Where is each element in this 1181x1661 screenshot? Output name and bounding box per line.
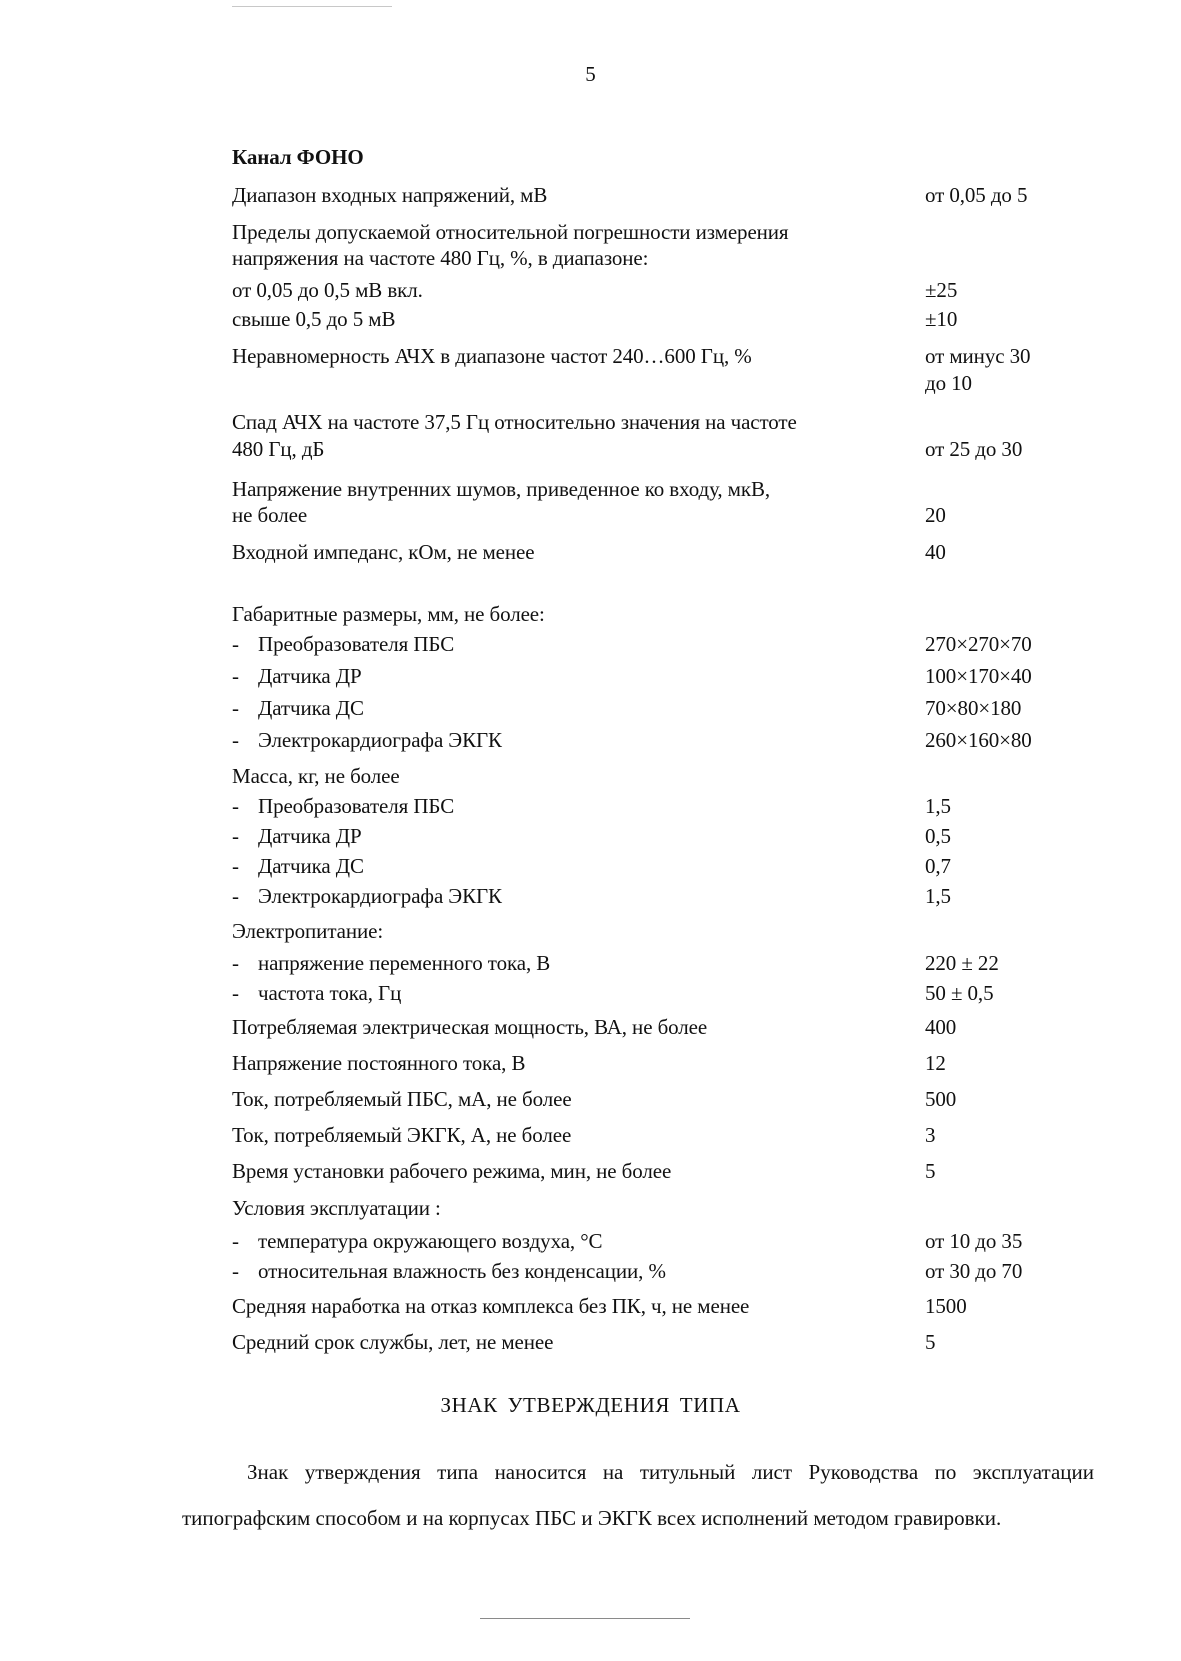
- spec-label: Неравномерность АЧХ в диапазоне частот 240…600 Гц, %: [232, 344, 752, 368]
- spec-value: 5: [925, 1159, 936, 1183]
- spec-label: от 0,05 до 0,5 мВ вкл.: [232, 278, 423, 302]
- list-dash: -: [232, 854, 239, 878]
- spec-value: 1,5: [925, 884, 951, 908]
- spec-value: 0,5: [925, 824, 951, 848]
- spec-value: 12: [925, 1051, 946, 1075]
- operating-conditions-title: Условия эксплуатации :: [232, 1196, 441, 1220]
- spec-label: частота тока, Гц: [258, 981, 402, 1005]
- spec-value: до 10: [925, 371, 972, 395]
- spec-value: 100×170×40: [925, 664, 1032, 688]
- list-dash: -: [232, 1259, 239, 1283]
- list-dash: -: [232, 728, 239, 752]
- spec-value: 0,7: [925, 854, 951, 878]
- page-number: 5: [585, 62, 596, 86]
- spec-label: свыше 0,5 до 5 мВ: [232, 307, 396, 331]
- spec-value: ±25: [925, 278, 958, 302]
- spec-label: Диапазон входных напряжений, мВ: [232, 183, 548, 207]
- spec-label: 480 Гц, дБ: [232, 437, 325, 461]
- spec-label: Время установки рабочего режима, мин, не более: [232, 1159, 672, 1183]
- spec-value: от 10 до 35: [925, 1229, 1023, 1253]
- spec-value: 500: [925, 1087, 957, 1111]
- mass-title: Масса, кг, не более: [232, 764, 400, 788]
- spec-label: Пределы допускаемой относительной погрешности измерения: [232, 220, 789, 244]
- type-approval-paragraph-line2: типографским способом и на корпусах ПБС и ЭКГК всех исполнений методом гравировки.: [182, 1506, 1002, 1530]
- spec-value: от 25 до 30: [925, 437, 1023, 461]
- spec-value: 270×270×70: [925, 632, 1032, 656]
- list-dash: -: [232, 696, 239, 720]
- list-dash: -: [232, 951, 239, 975]
- spec-value: 20: [925, 503, 946, 527]
- spec-value: 220 ± 22: [925, 951, 999, 975]
- spec-label: Входной импеданс, кОм, не менее: [232, 540, 535, 564]
- spec-label: Напряжение внутренних шумов, приведенное ко входу, мкВ,: [232, 477, 771, 501]
- scan-artifact-bottom: [480, 1618, 690, 1619]
- type-approval-heading: ЗНАК УТВЕРЖДЕНИЯ ТИПА: [440, 1393, 741, 1417]
- spec-value: 70×80×180: [925, 696, 1022, 720]
- spec-value: 1500: [925, 1294, 967, 1318]
- list-dash: -: [232, 981, 239, 1005]
- spec-label: Преобразователя ПБС: [258, 794, 455, 818]
- spec-value: от 30 до 70: [925, 1259, 1023, 1283]
- spec-label: Электрокардиографа ЭКГК: [258, 884, 502, 908]
- spec-label: Датчика ДС: [258, 696, 364, 720]
- spec-value: 400: [925, 1015, 957, 1039]
- spec-label: напряжения на частоте 480 Гц, %, в диапазоне:: [232, 246, 649, 270]
- spec-value: ±10: [925, 307, 958, 331]
- spec-label: Средний срок службы, лет, не менее: [232, 1330, 554, 1354]
- power-title: Электропитание:: [232, 919, 384, 943]
- spec-value: от минус 30: [925, 344, 1031, 368]
- spec-label: Средняя наработка на отказ комплекса без ПК, ч, не менее: [232, 1294, 750, 1318]
- spec-label: Потребляемая электрическая мощность, ВА, не более: [232, 1015, 708, 1039]
- spec-label: напряжение переменного тока, В: [258, 951, 551, 975]
- spec-value: от 0,05 до 5: [925, 183, 1028, 207]
- spec-label: Ток, потребляемый ПБС, мА, не более: [232, 1087, 572, 1111]
- spec-label: не более: [232, 503, 308, 527]
- list-dash: -: [232, 1229, 239, 1253]
- spec-label: Датчика ДС: [258, 854, 364, 878]
- spec-value: 50 ± 0,5: [925, 981, 994, 1005]
- spec-label: Спад АЧХ на частоте 37,5 Гц относительно значения на частоте: [232, 410, 797, 434]
- spec-label: Ток, потребляемый ЭКГК, А, не более: [232, 1123, 572, 1147]
- spec-label: Электрокардиографа ЭКГК: [258, 728, 502, 752]
- list-dash: -: [232, 664, 239, 688]
- list-dash: -: [232, 884, 239, 908]
- list-dash: -: [232, 824, 239, 848]
- spec-label: Датчика ДР: [258, 664, 362, 688]
- spec-label: Датчика ДР: [258, 824, 362, 848]
- spec-label: Преобразователя ПБС: [258, 632, 455, 656]
- dimensions-title: Габаритные размеры, мм, не более:: [232, 602, 545, 626]
- spec-value: 3: [925, 1123, 936, 1147]
- spec-label: Напряжение постоянного тока, В: [232, 1051, 526, 1075]
- type-approval-paragraph-line1: Знак утверждения типа наносится на титульный лист Руководства по эксплуатации: [247, 1460, 1094, 1484]
- list-dash: -: [232, 632, 239, 656]
- spec-value: 260×160×80: [925, 728, 1032, 752]
- spec-value: 1,5: [925, 794, 951, 818]
- spec-value: 5: [925, 1330, 936, 1354]
- list-dash: -: [232, 794, 239, 818]
- spec-label: температура окружающего воздуха, °С: [258, 1229, 603, 1253]
- spec-value: 40: [925, 540, 946, 564]
- spec-label: относительная влажность без конденсации, %: [258, 1259, 666, 1283]
- scan-artifact-top: [232, 6, 392, 7]
- section-title-fono: Канал ФОНО: [232, 145, 364, 169]
